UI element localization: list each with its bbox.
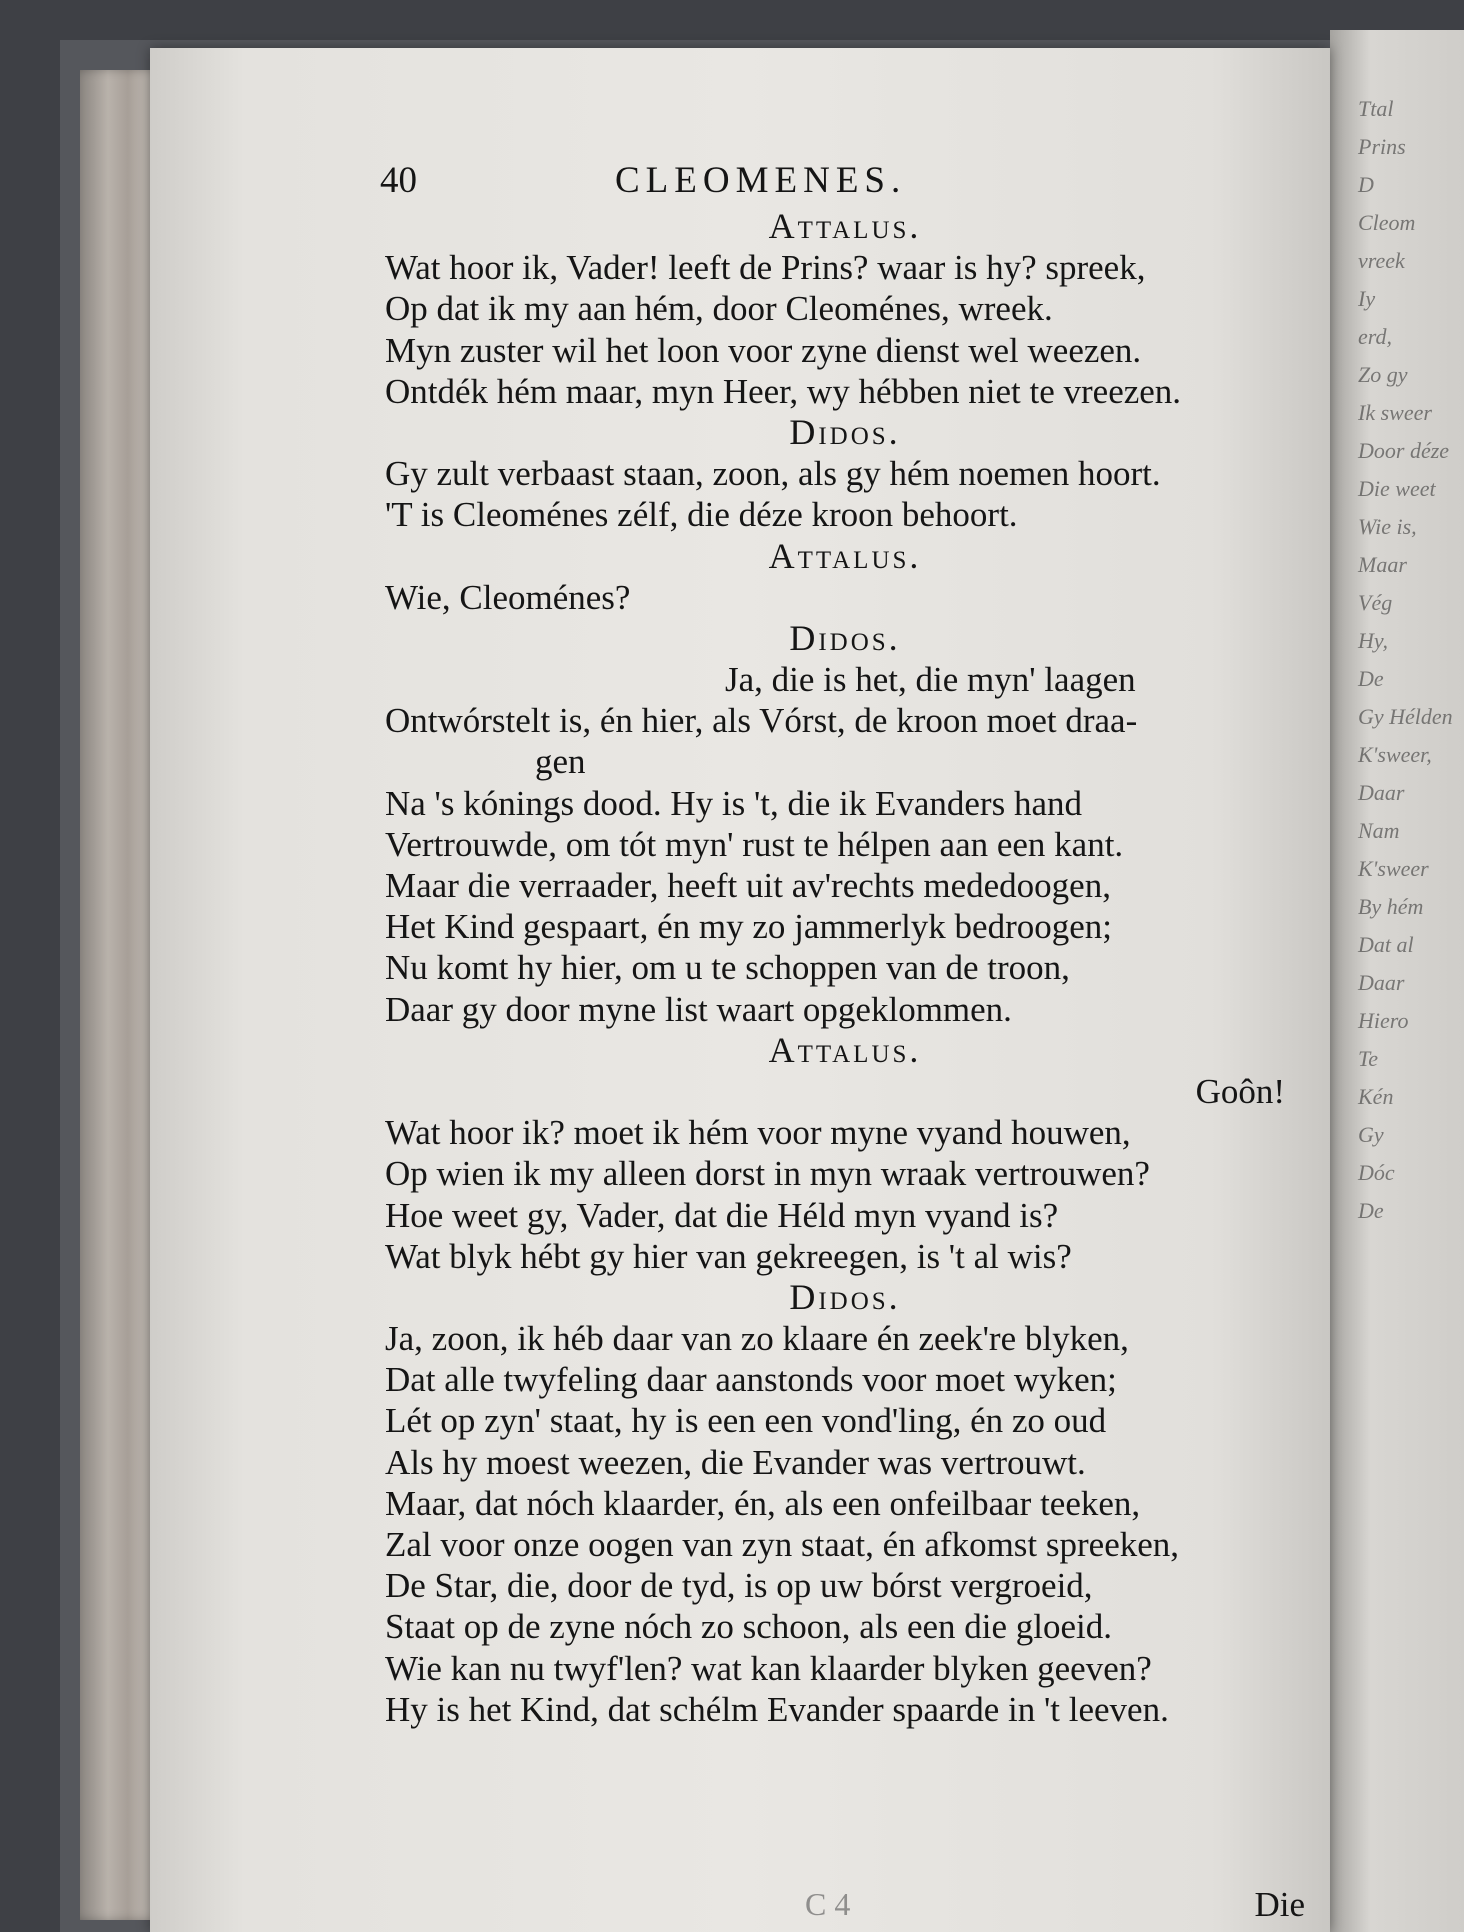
facing-page-fragment: Iy bbox=[1358, 286, 1376, 311]
verse-line: Gy zult verbaast staan, zoon, als gy hém noemen hoort. bbox=[385, 454, 1161, 494]
facing-page-fragment: By hém bbox=[1358, 894, 1424, 919]
verse-line: Ontwórstelt is, én hier, als Vórst, de kroon moet draa- bbox=[385, 701, 1138, 741]
facing-page-fragment: vreek bbox=[1358, 248, 1405, 273]
facing-page-fragment: Die weet bbox=[1358, 476, 1436, 501]
verse-line: Zal voor onze oogen van zyn staat, én afkomst spreeken, bbox=[385, 1525, 1180, 1564]
facing-page-edge bbox=[1330, 30, 1464, 1932]
facing-page-fragment: Vég bbox=[1358, 590, 1393, 615]
verse-line: Wat hoor ik? moet ik hém voor myne vyand houwen, bbox=[385, 1113, 1131, 1153]
verse-line: De Star, die, door de tyd, is op uw bórst vergroeid, bbox=[385, 1566, 1093, 1606]
facing-page-fragment: Wie is, bbox=[1358, 514, 1417, 539]
facing-page-fragment: Kén bbox=[1358, 1084, 1394, 1109]
verse-line: Maar, dat nóch klaarder, én, als een onfeilbaar teeken, bbox=[385, 1483, 1141, 1523]
verse-line: Na 's kónings dood. Hy is 't, die ik Evanders hand bbox=[385, 783, 1082, 823]
facing-page-fragment: Zo gy bbox=[1358, 362, 1408, 387]
facing-page-fragment: Maar bbox=[1358, 552, 1407, 577]
speaker-heading: Attalus. bbox=[768, 535, 922, 576]
page-text bbox=[380, 160, 1305, 1924]
facing-page-fragment: Gy Hélden bbox=[1358, 704, 1453, 729]
facing-page-fragment: Hiero bbox=[1358, 1008, 1409, 1033]
speaker-heading: Attalus. bbox=[768, 1029, 922, 1070]
facing-page-fragment: Ik sweer bbox=[1358, 400, 1432, 425]
facing-page-fragment: De bbox=[1358, 1198, 1384, 1223]
facing-page-fragment: K'sweer, bbox=[1358, 742, 1432, 767]
verse-line: Hoe weet gy, Vader, dat die Héld myn vyand is? bbox=[385, 1195, 1059, 1235]
verse-line: Op wien ik my alleen dorst in myn wraak vertrouwen? bbox=[385, 1154, 1150, 1194]
facing-page-fragment: erd, bbox=[1358, 324, 1393, 349]
verse-line: Maar die verraader, heeft uit av'rechts mededoogen, bbox=[385, 866, 1111, 905]
facing-page-fragment: Ttal bbox=[1358, 96, 1394, 121]
verse-line: Dat alle twyfeling daar aanstonds voor moet wyken; bbox=[385, 1360, 1117, 1400]
facing-page-fragment: D bbox=[1358, 172, 1374, 197]
facing-page-fragment: Dat al bbox=[1358, 932, 1414, 957]
verse-line: Staat op de zyne nóch zo schoon, als een die gloeid. bbox=[385, 1607, 1113, 1647]
verse-line: Lét op zyn' staat, hy is een een vond'ling, én zo oud bbox=[385, 1401, 1107, 1441]
verse-line: Wat blyk hébt gy hier van gekreegen, is 't al wis? bbox=[385, 1236, 1072, 1276]
verse-line: Myn zuster wil het loon voor zyne dienst wel weezen. bbox=[385, 330, 1142, 370]
facing-page-fragment: Dóc bbox=[1358, 1160, 1395, 1185]
speaker-heading: Attalus. bbox=[768, 206, 922, 246]
verse-line: Vertrouwde, om tót myn' rust te hélpen aan een kant. bbox=[385, 824, 1124, 864]
verse-line: Nu komt hy hier, om u te schoppen van de troon, bbox=[385, 948, 1070, 988]
facing-page-fragment: De bbox=[1358, 666, 1384, 691]
verse-line: Hy is het Kind, dat schélm Evander spaarde in 't leeven. bbox=[385, 1689, 1169, 1729]
verse-line: Op dat ik my aan hém, door Cleoménes, wreek. bbox=[385, 289, 1053, 329]
verse-line: Ja, die is het, die myn' laagen bbox=[725, 660, 1136, 700]
facing-page-fragment: K'sweer bbox=[1358, 856, 1429, 881]
facing-page-fragment: Prins bbox=[1358, 134, 1406, 159]
running-title: CLEOMENES. bbox=[615, 160, 907, 201]
verse-line: Als hy moest weezen, die Evander was vertrouwt. bbox=[385, 1442, 1086, 1482]
verse-line: Ja, zoon, ik héb daar van zo klaare én zeek're blyken, bbox=[385, 1319, 1129, 1359]
page-header bbox=[380, 160, 1305, 206]
speaker-heading: Didos. bbox=[789, 1276, 901, 1317]
verse-line: Wie kan nu twyf'len? wat kan klaarder blyken geeven? bbox=[385, 1648, 1152, 1688]
facing-page-fragment: Gy bbox=[1358, 1122, 1384, 1147]
book-spine bbox=[80, 70, 160, 1920]
verse-line: gen bbox=[535, 742, 586, 782]
verse-line: Daar gy door myne list waart opgeklommen. bbox=[385, 989, 1012, 1029]
facing-page-fragment: Door déze bbox=[1358, 438, 1450, 463]
verse-line: Goôn! bbox=[1195, 1071, 1285, 1111]
signature-mark: C 4 bbox=[805, 1886, 851, 1922]
speaker-heading: Didos. bbox=[789, 411, 901, 452]
facing-page-fragment: Nam bbox=[1358, 818, 1400, 843]
verse-line: 'T is Cleoménes zélf, die déze kroon behoort. bbox=[385, 495, 1018, 535]
catchword: Die bbox=[1254, 1885, 1305, 1924]
verse-line: Wie, Cleoménes? bbox=[385, 577, 631, 617]
facing-page-fragment: Cleom bbox=[1358, 210, 1416, 235]
facing-page-fragment: Daar bbox=[1358, 780, 1405, 805]
facing-page-text bbox=[1358, 90, 1464, 1230]
facing-page-fragment: Daar bbox=[1358, 970, 1405, 995]
page-number: 40 bbox=[380, 160, 417, 201]
play-text bbox=[385, 206, 1305, 1730]
verse-line: Wat hoor ik, Vader! leeft de Prins? waar is hy? spreek, bbox=[385, 248, 1146, 288]
facing-page-fragment: Hy, bbox=[1358, 628, 1388, 653]
speaker-heading: Didos. bbox=[789, 617, 901, 658]
facing-page-fragment: Te bbox=[1358, 1046, 1378, 1071]
verse-line: Het Kind gespaart, én my zo jammerlyk bedroogen; bbox=[385, 907, 1113, 947]
verse-line: Ontdék hém maar, myn Heer, wy hébben niet te vreezen. bbox=[385, 371, 1182, 411]
